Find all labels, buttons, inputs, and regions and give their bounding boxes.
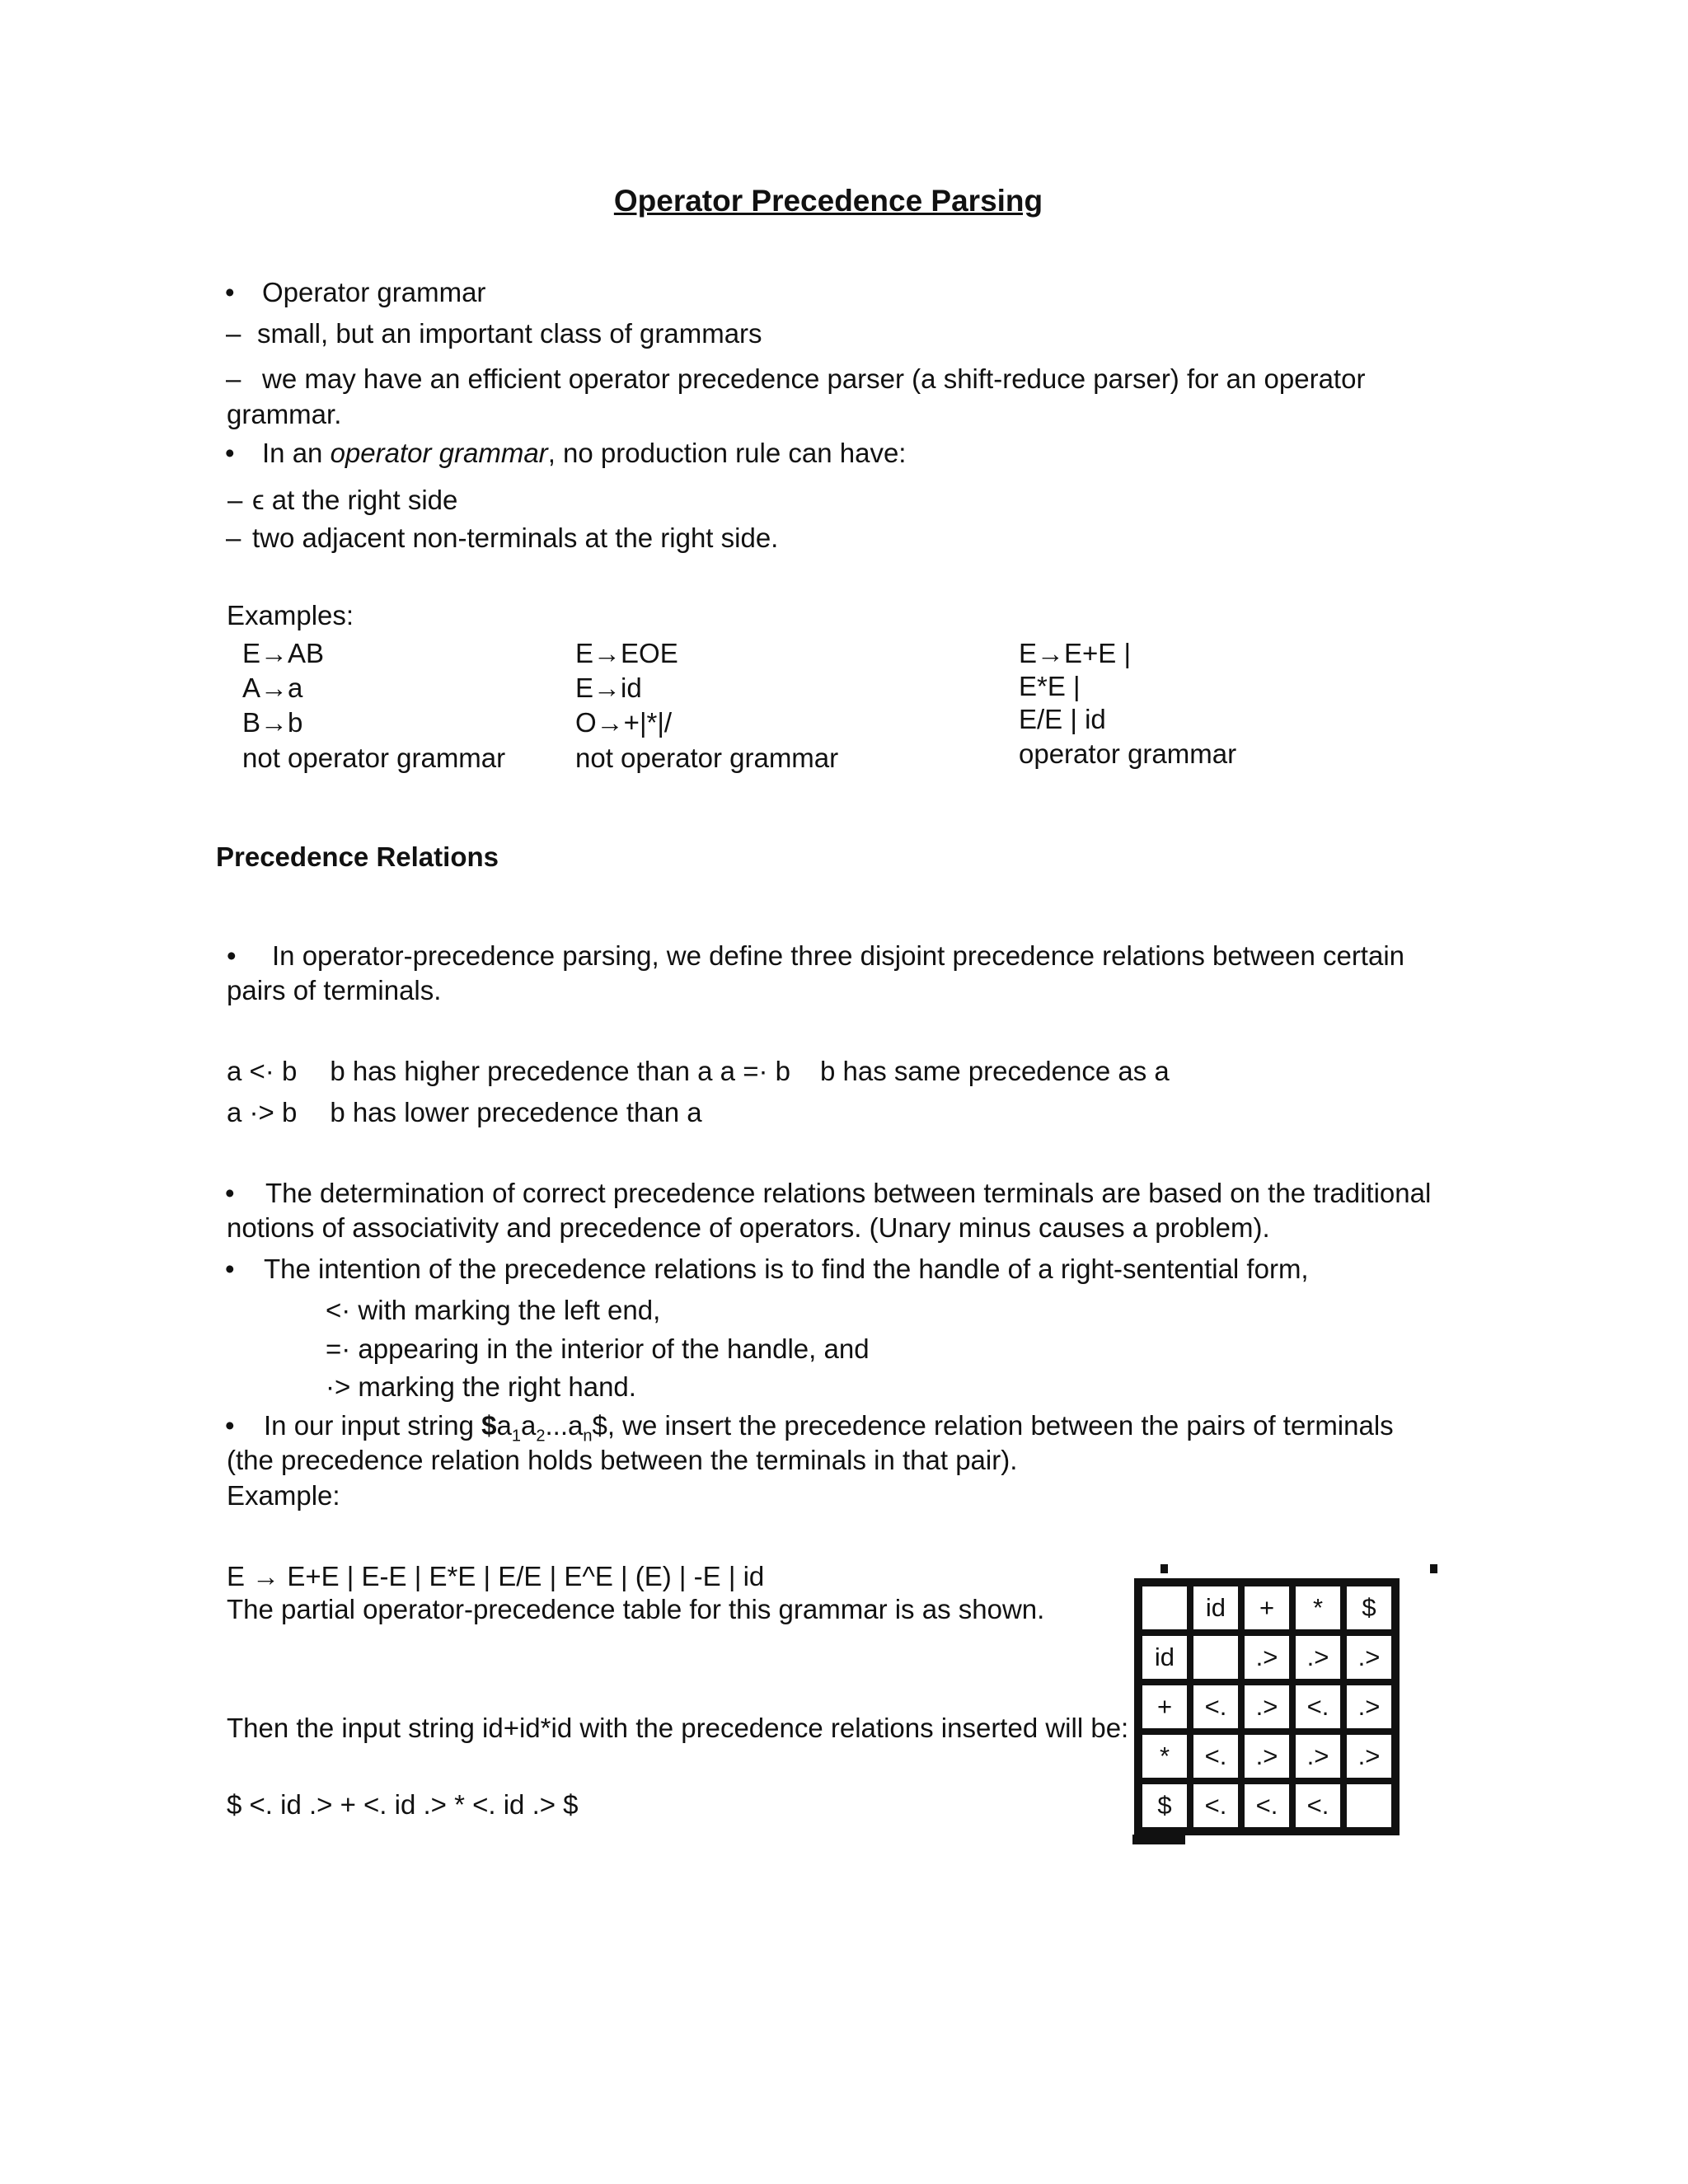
example1-line: B→b: [242, 707, 303, 738]
operator-grammar-heading: Operator grammar: [262, 277, 486, 307]
dash: –: [226, 318, 241, 349]
table-bottom-bar: [1132, 1835, 1185, 1844]
dash: –: [227, 485, 243, 515]
determination-text-cont: notions of associativity and precedence of operators. (Unary minus causes a problem).: [227, 1212, 1270, 1243]
table-cell: .>: [1343, 1682, 1395, 1732]
mark-right-end: ·> marking the right hand.: [326, 1371, 636, 1402]
precedence-intro-cont: pairs of terminals.: [227, 975, 442, 1005]
then-text: Then the input string id+id*id with the precedence relations inserted will be:: [227, 1713, 1129, 1743]
bullet: •: [225, 1410, 235, 1441]
table-cell: .>: [1343, 1633, 1395, 1682]
example1-verdict: not operator grammar: [242, 743, 506, 773]
table-row: [1139, 1633, 1395, 1682]
table-cell: .>: [1343, 1732, 1395, 1781]
precedence-heading: Precedence Relations: [216, 841, 499, 872]
example-label: Example:: [227, 1480, 340, 1511]
input-string-text: In our input string $\$a_1a_2...a_n\$$, we insert the precedence relation between the pairs of terminals: [264, 1410, 1394, 1446]
table-row-header: *: [1139, 1732, 1190, 1781]
table-cell: .>: [1292, 1732, 1343, 1781]
intention-text: The intention of the precedence relations is to find the handle of a right-sentential form,: [264, 1254, 1309, 1284]
table-cell: <.: [1292, 1682, 1343, 1732]
example2-verdict: not operator grammar: [575, 743, 839, 773]
bullet: •: [225, 277, 235, 307]
corner-mark: [1430, 1564, 1437, 1573]
point-small-class: small, but an important class of grammars: [257, 318, 762, 349]
table-header-cell: id: [1190, 1583, 1241, 1633]
example3-line: E→E+E |: [1019, 638, 1132, 668]
table-row-header: $: [1139, 1781, 1190, 1830]
point-efficient-parser: we may have an efficient operator precedence parser (a shift-reduce parser) for an operator: [262, 363, 1366, 394]
table-row: [1139, 1682, 1395, 1732]
table-cell: .>: [1241, 1633, 1292, 1682]
rule-adjacent-nonterminals: two adjacent non-terminals at the right side.: [252, 523, 779, 553]
precedence-table: [1134, 1578, 1400, 1835]
examples-label: Examples:: [227, 600, 354, 630]
bullet: •: [225, 438, 235, 468]
table-row: [1139, 1732, 1395, 1781]
rule-epsilon: ϵ at the right side: [252, 485, 458, 515]
table-header-cell: *: [1292, 1583, 1343, 1633]
determination-text: The determination of correct precedence relations between terminals are based on the traditional: [265, 1178, 1432, 1208]
table-cell: <.: [1190, 1732, 1241, 1781]
mark-interior: =· appearing in the interior of the handle, and: [326, 1333, 870, 1364]
table-cell: .>: [1241, 1732, 1292, 1781]
table-cell: <.: [1190, 1682, 1241, 1732]
table-note: The partial operator-precedence table for this grammar is as shown.: [227, 1594, 1045, 1624]
example3-line: E*E |: [1019, 671, 1081, 701]
table-cell: .>: [1292, 1633, 1343, 1682]
point-efficient-parser-cont: grammar.: [227, 399, 342, 429]
example1-line: E→AB: [242, 638, 325, 668]
rule-statement: In an operator grammar, no production rule can have:: [262, 438, 907, 468]
table-header-cell: +: [1241, 1583, 1292, 1633]
result-string: $ <. id .> + <. id .> * <. id .> $: [227, 1789, 579, 1820]
bullet: •: [227, 940, 237, 971]
dash: –: [226, 523, 241, 553]
table-cell: <.: [1241, 1781, 1292, 1830]
relation-less: a <· b b has higher precedence than a a =· b b has same precedence as a: [227, 1056, 1170, 1086]
relation-greater: a ·> b b has lower precedence than a: [227, 1097, 702, 1127]
table-header-row: [1139, 1583, 1395, 1633]
dash: –: [226, 363, 241, 394]
example2-line: E→id: [575, 673, 642, 703]
table-cell: <.: [1292, 1781, 1343, 1830]
table-cell: <.: [1190, 1781, 1241, 1830]
table-cell: .>: [1241, 1682, 1292, 1732]
bullet: •: [225, 1178, 235, 1208]
example3-verdict: operator grammar: [1019, 738, 1237, 769]
table-header-cell: $: [1343, 1583, 1395, 1633]
table-row-header: +: [1139, 1682, 1190, 1732]
input-string-text-cont: (the precedence relation holds between the terminals in that pair).: [227, 1445, 1018, 1475]
example2-line: O→+|*|/: [575, 707, 673, 738]
mark-left-end: <· with marking the left end,: [326, 1295, 661, 1325]
example2-line: E→EOE: [575, 638, 678, 668]
precedence-intro: In operator-precedence parsing, we define three disjoint precedence relations between certain: [272, 940, 1405, 971]
table-corner-cell: [1139, 1583, 1190, 1633]
table-row: [1139, 1781, 1395, 1830]
example1-line: A→a: [242, 673, 303, 703]
bullet: •: [225, 1254, 235, 1284]
example3-line: E/E | id: [1019, 704, 1106, 734]
table-cell: [1190, 1633, 1241, 1682]
table-row-header: id: [1139, 1633, 1190, 1682]
corner-mark: [1160, 1564, 1168, 1573]
table-cell: [1343, 1781, 1395, 1830]
page-title: Operator Precedence Parsing: [613, 184, 1043, 218]
example-grammar: E → E+E | E-E | E*E | E/E | E^E | (E) | -E | id: [227, 1561, 765, 1591]
